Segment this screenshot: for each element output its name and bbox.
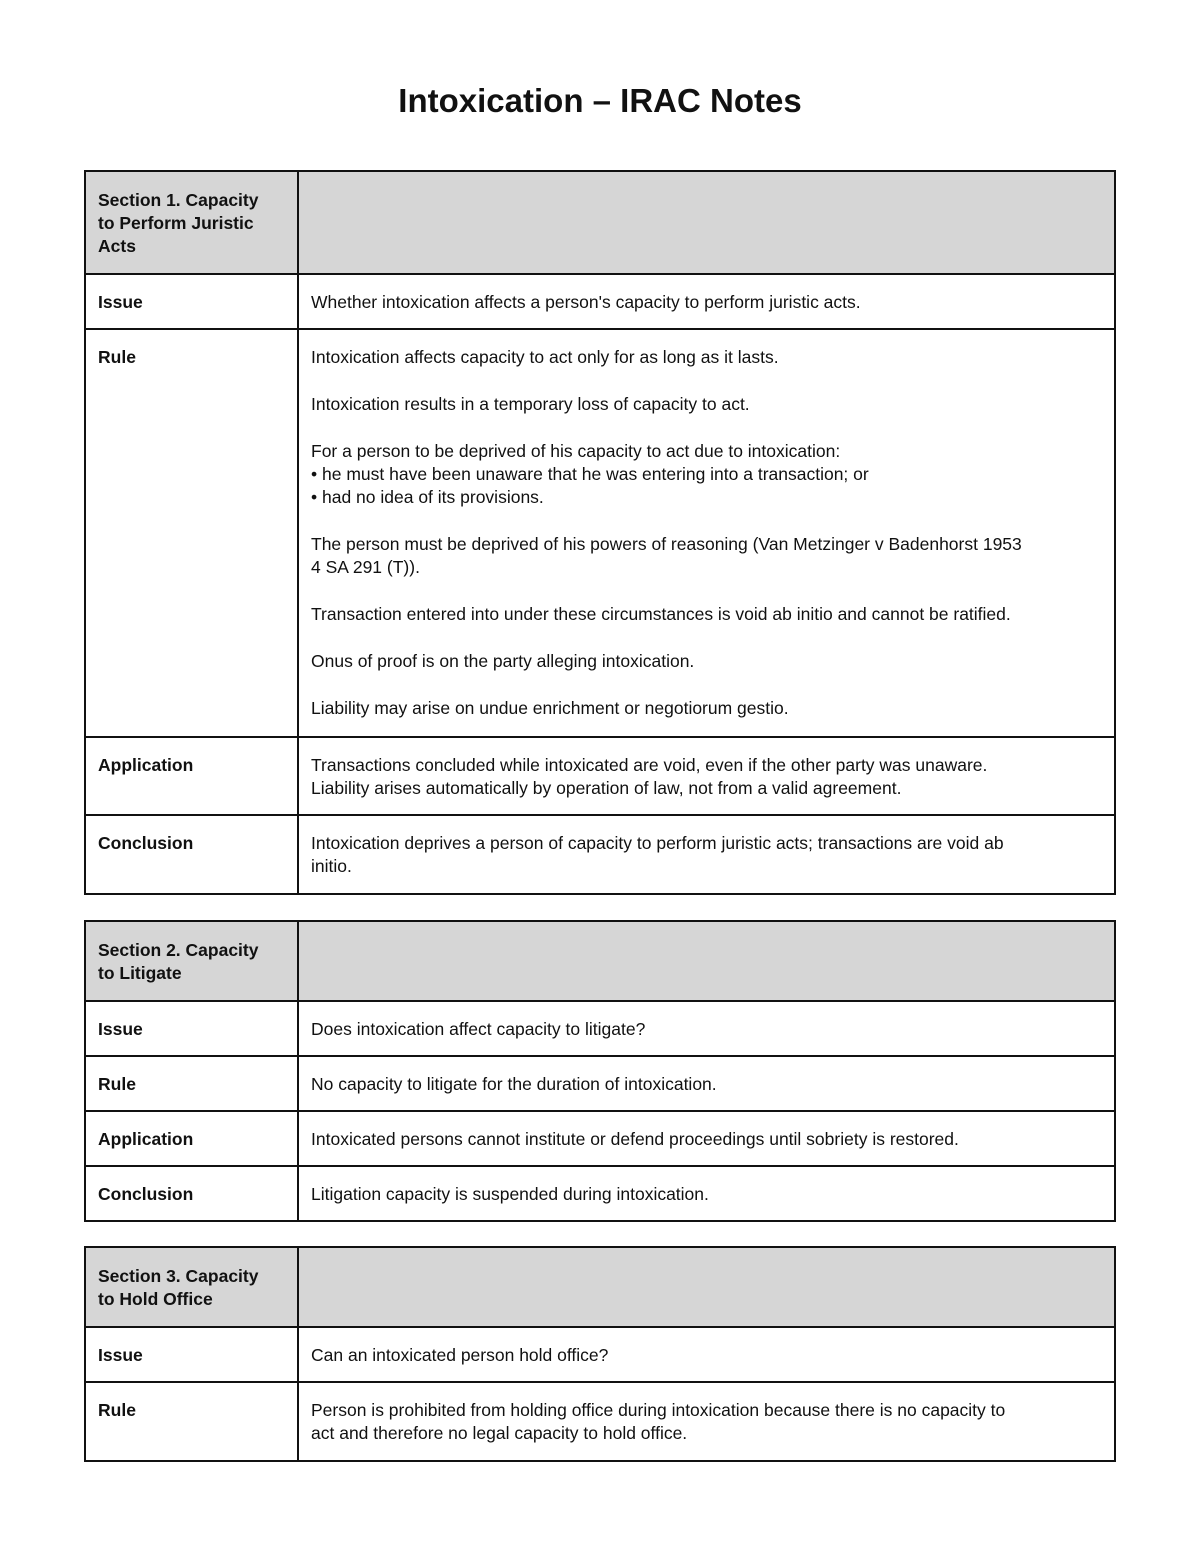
row-label xyxy=(85,737,298,815)
content-paragraph xyxy=(311,603,1102,626)
content-line: Liability may arise on undue enrichment or negotiorum gestio. xyxy=(311,698,789,718)
section-header-blank xyxy=(298,1247,1115,1327)
section-1-table xyxy=(84,170,1116,895)
section-title xyxy=(85,171,298,274)
row-label-text: Issue xyxy=(98,292,143,312)
content-paragraph xyxy=(311,1018,1102,1041)
section-title-line: Section 1. Capacity xyxy=(98,190,259,210)
content-line: Liability arises automatically by operation of law, not from a valid agreement. xyxy=(311,778,902,798)
content-line: Can an intoxicated person hold office? xyxy=(311,1345,609,1365)
section-header-row xyxy=(85,171,1115,274)
section-3-table xyxy=(84,1246,1116,1462)
irac-row-rule xyxy=(85,1382,1115,1461)
row-label xyxy=(85,1056,298,1111)
content-line: Person is prohibited from holding office during intoxication because there is no capacity to xyxy=(311,1400,1006,1420)
row-label xyxy=(85,1327,298,1382)
section-title xyxy=(85,921,298,1001)
content-line: Intoxication results in a temporary loss of capacity to act. xyxy=(311,394,750,414)
section-title-line: to Hold Office xyxy=(98,1289,213,1309)
content-paragraph xyxy=(311,1073,1102,1096)
content-line: 4 SA 291 (T)). xyxy=(311,557,420,577)
section-title-line: to Litigate xyxy=(98,963,182,983)
content-line: The person must be deprived of his powers of reasoning (Van Metzinger v Badenhorst 1953 xyxy=(311,534,1022,554)
row-label-text: Rule xyxy=(98,347,136,367)
content-line: For a person to be deprived of his capacity to act due to intoxication: xyxy=(311,441,841,461)
section-title-line: Acts xyxy=(98,236,136,256)
content-line: Intoxication affects capacity to act only for as long as it lasts. xyxy=(311,347,779,367)
content-paragraph xyxy=(311,650,1102,673)
content-paragraph xyxy=(311,1344,1102,1367)
section-title xyxy=(85,1247,298,1327)
section-header-blank xyxy=(298,921,1115,1001)
row-label-text: Conclusion xyxy=(98,1184,194,1204)
content-line: • he must have been unaware that he was entering into a transaction; or xyxy=(311,464,869,484)
row-content xyxy=(298,1111,1115,1166)
content-paragraph xyxy=(311,1183,1102,1206)
irac-row-issue xyxy=(85,274,1115,329)
irac-row-issue xyxy=(85,1001,1115,1056)
section-title-line: to Perform Juristic xyxy=(98,213,254,233)
content-line: act and therefore no legal capacity to hold office. xyxy=(311,1423,688,1443)
content-paragraph xyxy=(311,832,1102,878)
content-paragraph xyxy=(311,697,1102,720)
content-line: Does intoxication affect capacity to litigate? xyxy=(311,1019,646,1039)
content-line: No capacity to litigate for the duration of intoxication. xyxy=(311,1074,717,1094)
row-label-text: Issue xyxy=(98,1019,143,1039)
section-title-line: Section 3. Capacity xyxy=(98,1266,259,1286)
irac-row-issue xyxy=(85,1327,1115,1382)
irac-row-rule xyxy=(85,1056,1115,1111)
row-content xyxy=(298,815,1115,894)
row-label xyxy=(85,274,298,329)
row-label xyxy=(85,1382,298,1461)
content-line: Transaction entered into under these circumstances is void ab initio and cannot be ratified. xyxy=(311,604,1011,624)
row-label xyxy=(85,1111,298,1166)
content-line: Litigation capacity is suspended during intoxication. xyxy=(311,1184,709,1204)
content-line: Onus of proof is on the party alleging intoxication. xyxy=(311,651,695,671)
page-title: Intoxication – IRAC Notes xyxy=(398,82,802,119)
content-line: Whether intoxication affects a person's capacity to perform juristic acts. xyxy=(311,292,861,312)
section-header-blank xyxy=(298,171,1115,274)
row-content xyxy=(298,1056,1115,1111)
row-label-text: Issue xyxy=(98,1345,143,1365)
content-line: • had no idea of its provisions. xyxy=(311,487,544,507)
content-paragraph xyxy=(311,1399,1102,1445)
row-label-text: Application xyxy=(98,755,194,775)
content-paragraph xyxy=(311,291,1102,314)
content-paragraph xyxy=(311,1128,1102,1151)
content-paragraph xyxy=(311,754,1102,800)
content-paragraph xyxy=(311,393,1102,416)
row-content xyxy=(298,1327,1115,1382)
row-label xyxy=(85,329,298,737)
content-line: initio. xyxy=(311,856,352,876)
section-title-line: Section 2. Capacity xyxy=(98,940,259,960)
content-paragraph xyxy=(311,346,1102,369)
irac-row-application xyxy=(85,737,1115,815)
section-header-row xyxy=(85,921,1115,1001)
row-content xyxy=(298,1001,1115,1056)
section-2-table xyxy=(84,920,1116,1222)
irac-row-application xyxy=(85,1111,1115,1166)
row-content xyxy=(298,274,1115,329)
row-content xyxy=(298,1382,1115,1461)
row-label-text: Rule xyxy=(98,1400,136,1420)
irac-row-rule xyxy=(85,329,1115,737)
row-label-text: Application xyxy=(98,1129,194,1149)
row-label xyxy=(85,1001,298,1056)
content-line: Intoxicated persons cannot institute or defend proceedings until sobriety is restored. xyxy=(311,1129,959,1149)
content-line: Intoxication deprives a person of capacity to perform juristic acts; transactions are void ab xyxy=(311,833,1004,853)
row-label-text: Rule xyxy=(98,1074,136,1094)
content-paragraph xyxy=(311,533,1102,579)
row-content xyxy=(298,329,1115,737)
row-label-text: Conclusion xyxy=(98,833,194,853)
irac-row-conclusion xyxy=(85,815,1115,894)
content-paragraph xyxy=(311,440,1102,509)
row-label xyxy=(85,1166,298,1221)
row-content xyxy=(298,737,1115,815)
row-content xyxy=(298,1166,1115,1221)
irac-row-conclusion xyxy=(85,1166,1115,1221)
section-header-row xyxy=(85,1247,1115,1327)
content-line: Transactions concluded while intoxicated are void, even if the other party was unaware. xyxy=(311,755,988,775)
row-label xyxy=(85,815,298,894)
